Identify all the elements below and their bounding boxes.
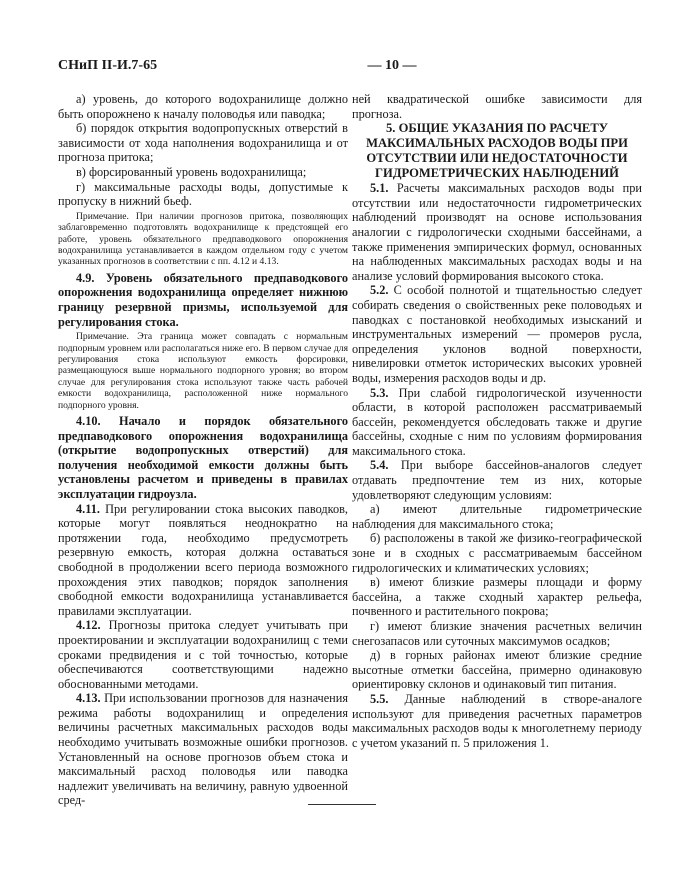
note-1: Примечание. При наличии прогнозов притока, позволяющих заблаговременно подготовлять водохранилище к предстоящей его работе, уровень обязательного предпаводкового опорожнения водохранилища устанавливается в каждом отдельном году с учетом указанных прогнозов в соответствии с пп. 4.12 и 4.13. [58, 210, 348, 268]
paragraph-number: 4.11. [76, 501, 100, 516]
list-item-g: г) максимальные расходы воды, допустимые к пропуску в нижний бьеф. [58, 179, 348, 209]
right-column [352, 92, 642, 750]
paragraph-text: Данные наблюдений в створе-аналоге используют для приведения расчетных параметров максимальных расходов воды к многолетнему периоду с учетом указаний п. 5 приложения 1. [352, 691, 642, 750]
document-code: СНиП II-И.7-65 [58, 58, 158, 73]
paragraph-text: При использовании прогнозов для назначения режима работы водохранилищ и определения величины расчетных максимальных расходов воды необходимо учитывать возможные ошибки прогнозов. Установленный на основе прогнозов объем стока и максимальный расход половодья или паводка надлежит увеличивать на величину, равную удвоенной сред- [58, 691, 348, 808]
condition-v: в) имеют близкие размеры площади и форму бассейна, а также сходный характер рельефа, почвенного и растительного покрова; [352, 575, 642, 619]
paragraph-text: При выборе бассейнов-аналогов следует отдавать предпочтение тем из них, которые удовлетворяют следующим условиям: [352, 458, 642, 502]
paragraph-number: 5.4. [370, 458, 389, 473]
paragraph-number: 5.5. [370, 691, 389, 706]
page-number: — 10 — [367, 58, 417, 73]
paragraph-number: 5.2. [370, 283, 389, 298]
condition-b: б) расположены в такой же физико-географической зоне и в сходных с рассматриваемым бассейном гидрологических и климатических условиях; [352, 531, 642, 575]
paragraph-4-9 [58, 271, 348, 329]
continuation-text: ней квадратической ошибке зависимости для прогноза. [352, 92, 642, 121]
paragraph-4-10 [58, 414, 348, 502]
paragraph-text: Начало и порядок обязательного предпаводкового опорожнения водохранилища (открытие водопропускных отверстий) для получения необходимой емкости должны быть установлены расчетом и приведены в правилах эксплуатации гидроузла. [58, 414, 349, 501]
paragraph-text: Прогнозы притока следует учитывать при проектировании и эксплуатации водохранилищ с теми сроками предвидения и с той точностью, которые обеспечиваются соответствующими надежно обоснованными методами. [58, 618, 348, 691]
paragraph-text: Уровень обязательного предпаводкового опорожнения водохранилища определяет нижнюю границу резервной призмы, используемой для регулирования стока. [58, 270, 349, 329]
note-2: Примечание. Эта граница может совпадать с нормальным подпорным уровнем или располагаться ниже его. В первом случае для регулирования стока используют емкость форсировки, размещающуюся выше нормального подпорного уровня; во втором случае для регулирования стока используют также часть рабочей емкости водохранилища, расположенной ниже нормального подпорного уровня. [58, 331, 348, 411]
paragraph-5-3 [352, 386, 642, 459]
paragraph-5-2 [352, 283, 642, 385]
paragraph-text: С особой полнотой и тщательностью следует собирать сведения о свойственных реке половодьях и паводках с постановкой необходимых изысканий и инструментальных измерений — промеров русла, определения уклонов водной поверхности, нивелировки отметок исторических высоких уровней воды, измерения расходов воды и др. [352, 283, 642, 385]
paragraph-text: Расчеты максимальных расходов воды при отсутствии или недостаточности гидрометрических наблюдений производят на основе использования аналогии с гидрологически сходными бассейнами, а также применения эмпирических формул, основанных на наблюденных максимальных расходах воды и на анализе условий формирования высокого стока. [352, 181, 642, 283]
list-item-b: б) порядок открытия водопропускных отверстий в зависимости от хода наполнения водохранилища и от прогноза притока; [58, 121, 348, 165]
condition-g: г) имеют близкие значения расчетных величин снегозапасов или суточных максимумов осадков; [352, 619, 642, 648]
paragraph-number: 5.3. [370, 385, 389, 400]
paragraph-text: При слабой гидрологической изученности области, в которой расположен рассматриваемый бассейн, рекомендуется обследовать также и другие бассейны, сходные с ним по условиям формирования максимального стока. [352, 385, 642, 458]
paragraph-5-4 [352, 458, 642, 502]
section-title: 5. ОБЩИЕ УКАЗАНИЯ ПО РАСЧЕТУ МАКСИМАЛЬНЫХ РАСХОДОВ ВОДЫ ПРИ ОТСУТСТВИИ ИЛИ НЕДОСТАТОЧНОСТИ ГИДРОМЕТРИЧЕСКИХ НАБЛЮДЕНИЙ [366, 121, 628, 181]
paragraph-number: 4.12. [76, 618, 101, 633]
paragraph-4-12 [58, 618, 348, 691]
paragraph-number: 4.13. [76, 691, 101, 706]
paragraph-4-13 [58, 691, 348, 808]
paragraph-text: При регулировании стока высоких паводков, которые могут появляться неоднократно на протяжении года, необходимо предусмотреть резервную емкость, которая должна оставаться свободной в продолжении всего периода возможного прохождения этих паводков; порядок заполнения свободной емкости водохранилища устанавливается правилами эксплуатации. [58, 501, 349, 618]
paragraph-number: 4.9. [76, 270, 95, 285]
condition-a: а) имеют длительные гидрометрические наблюдения для максимального стока; [352, 502, 642, 531]
list-item-a: а) уровень, до которого водохранилище должно быть опорожнено к началу половодья или паводка; [58, 92, 348, 121]
paragraph-number: 5.1. [370, 181, 389, 196]
paragraph-number: 4.10. [76, 414, 101, 428]
paragraph-5-5 [352, 692, 642, 750]
left-column [58, 92, 348, 808]
condition-d: д) в горных районах имеют близкие средние высотные отметки бассейна, примерно одинаковую ориентировку склонов и одинаковый тип питания. [352, 648, 642, 692]
list-item-v: в) форсированный уровень водохранилища; [76, 164, 307, 179]
paragraph-5-1 [352, 181, 642, 283]
page-header [58, 58, 642, 80]
footer-divider [308, 804, 376, 805]
paragraph-4-11 [58, 502, 348, 619]
